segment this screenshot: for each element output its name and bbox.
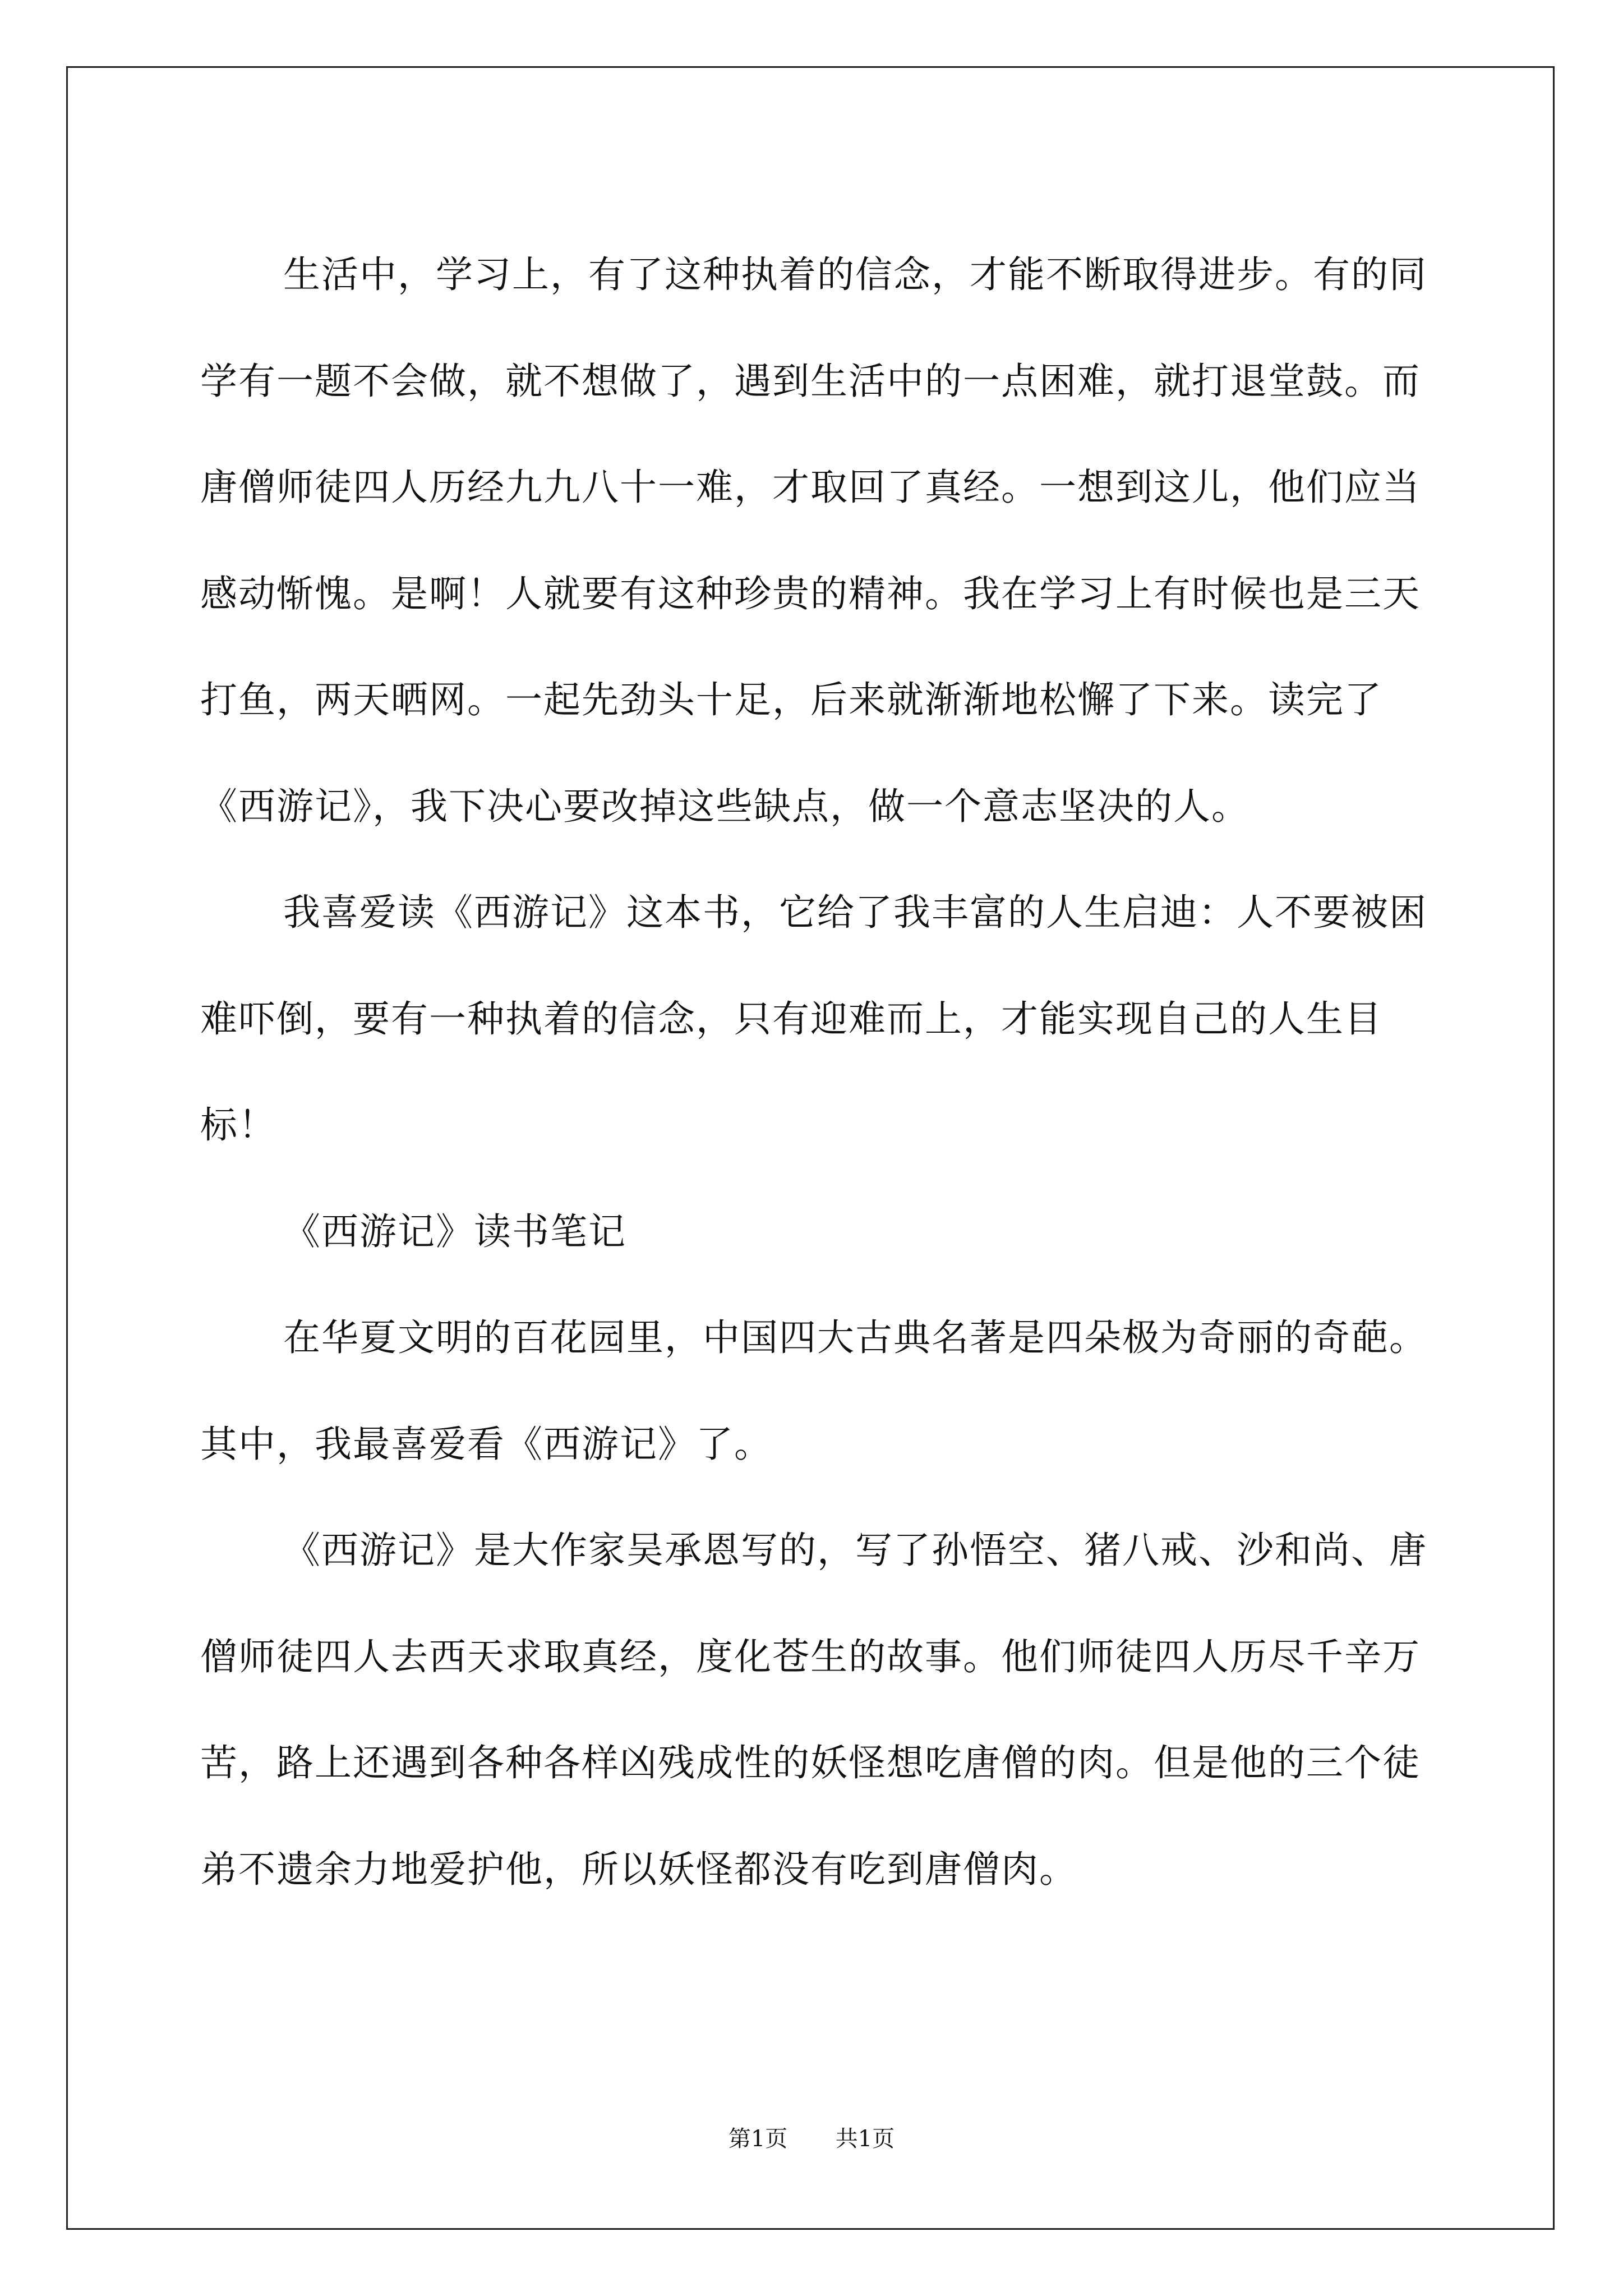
page-total: 共1页 xyxy=(835,2126,895,2152)
page-footer xyxy=(0,2125,1623,2153)
paragraph-classics: 在华夏文明的百花园里，中国四大古典名著是四朵极为奇丽的奇葩。其中，我最喜爱看《西游记》了。 xyxy=(200,1316,1427,1466)
paragraph-perseverance: 生活中，学习上，有了这种执着的信念，才能不断取得进步。有的同学有一题不会做，就不想做了，遇到生活中的一点困难，就打退堂鼓。而唐僧师徒四人历经九九八十一难，才取回了真经。一想到这儿，他们应当感动惭愧。是啊！人就要有这种珍贵的精神。我在学习上有时候也是三天打鱼，两天晒网。一起先劲头十足，后来就渐渐地松懈了下来。读完了《西游记》，我下决心要改掉这些缺点，做一个意志坚决的人。 xyxy=(200,253,1427,828)
paragraph-story: 《西游记》是大作家吴承恩写的，写了孙悟空、猪八戒、沙和尚、唐僧师徒四人去西天求取真经，度化苍生的故事。他们师徒四人历尽千辛万苦，路上还遇到各种各样凶残成性的妖怪想吃唐僧的肉。但是他的三个徒弟不遗余力地爱护他，所以妖怪都没有吃到唐僧肉。 xyxy=(200,1529,1427,1891)
page-number: 第1页 xyxy=(728,2126,788,2152)
section-title: 《西游记》读书笔记 xyxy=(283,1209,626,1253)
document-body xyxy=(200,222,1434,1922)
paragraph-inspiration: 我喜爱读《西游记》这本书，它给了我丰富的人生启迪：人不要被困难吓倒，要有一种执着的信念，只有迎难而上，才能实现自己的人生目标！ xyxy=(200,891,1427,1147)
